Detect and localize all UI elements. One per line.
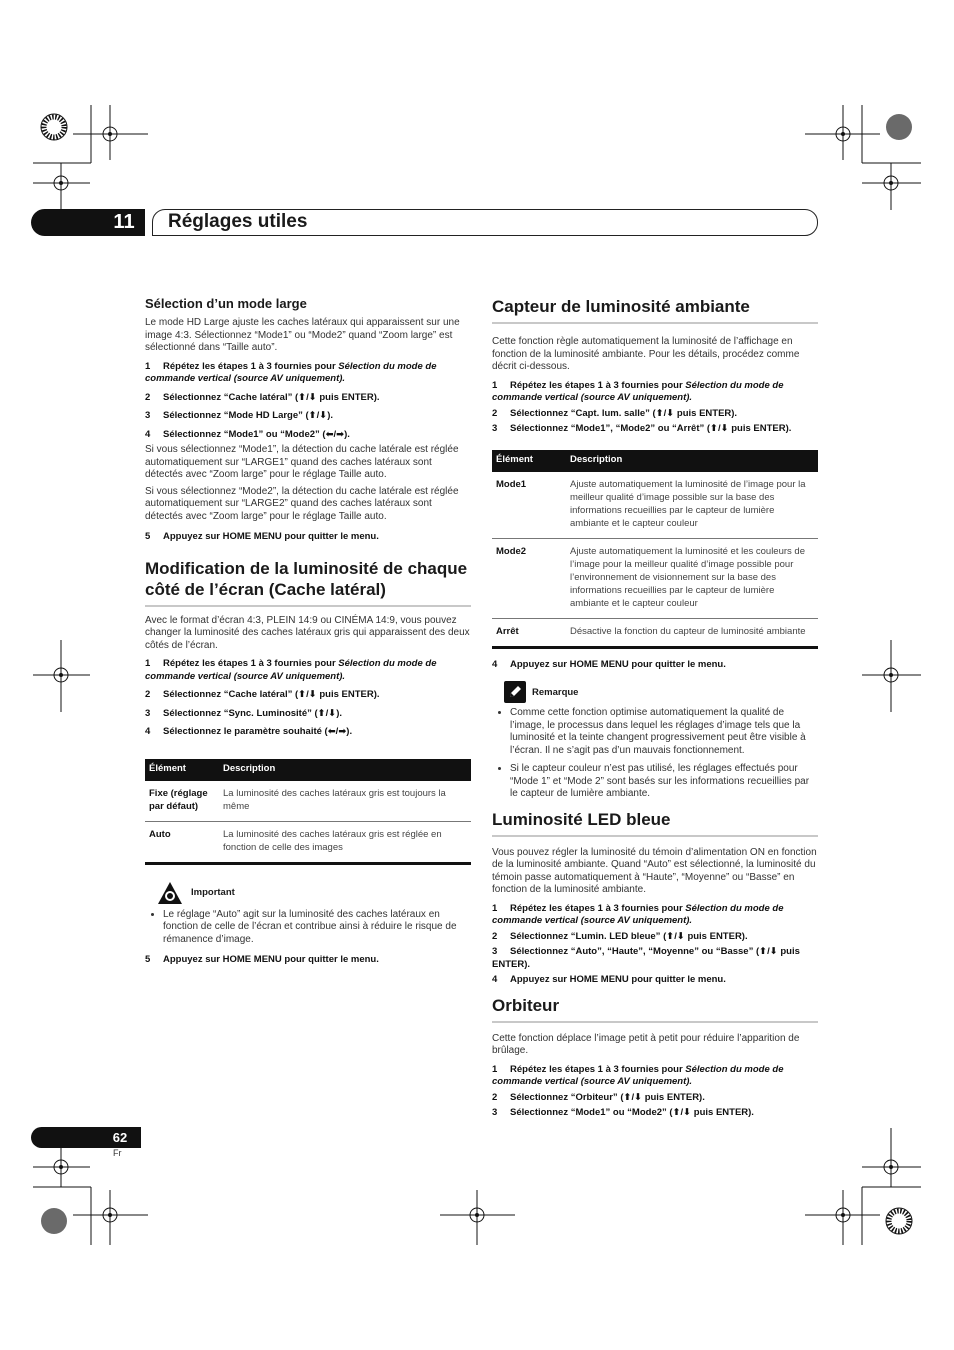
section-cache-lateral [145,558,471,967]
chapter-number: 11 [113,211,135,233]
table-cell-description: Désactive la fonction du capteur de luminosité ambiante [566,618,818,647]
important-heading: Important [157,881,471,905]
table-cell-item: Mode2 [492,538,566,618]
table-cell-description: La luminosité des caches latéraux gris est réglée en fonction de celle des images [219,821,471,863]
step-2: 2 Sélectionnez “Capt. lum. salle” (⬆/⬇ puis ENTER). [492,407,738,419]
step-3: 3 Sélectionnez “Sync. Luminosité” (⬆/⬇). [145,707,343,719]
step-3: 3 Sélectionnez “Auto”, “Haute”, “Moyenne” ou “Basse” (⬆/⬇ puis ENTER). [492,946,800,970]
step-4: 4 Appuyez sur HOME MENU pour quitter le menu. [492,658,726,670]
step-4: 4 Sélectionnez le paramètre souhaité (⬅/➡). [145,726,353,737]
section-intro: Cette fonction déplace l’image petit à petit pour réduire l’apparition de brûlage. [492,1032,800,1056]
step-5: 5 Appuyez sur HOME MENU pour quitter le menu. [145,531,379,542]
section-led-brightness [492,809,818,987]
list-item: • Comme cette fonction optimise automatiquement la qualité de l’image, le processus dans lequel les réglages d’image tels que la luminosité et la teinte changent progressivement peut être visible à l’écran. Il ne s’agit pas d’un mauvais fonctionnement. [510,707,818,757]
table-cell-item: Mode1 [492,472,566,539]
page-number: 62 [112,1130,128,1145]
step-2: 2 Sélectionnez “Lumin. LED bleue” (⬆/⬇ puis ENTER). [492,930,748,942]
step-1: 1 Répétez les étapes 1 à 3 fournies pour Sélection du mode de commande vertical (source AV uniquement). [492,379,784,403]
warning-icon [157,881,183,905]
remark-heading: Remarque [504,681,818,703]
table-header-item: Élément [145,759,219,781]
section-intro: Vous pouvez régler la luminosité du témoin d’alimentation ON en fonction de la luminosité ambiante. Quand “Auto” est sélectionné, la luminosité du témoin passe automatiquement à “Haute”, “Moyenne” ou “Basse” en fonction de la luminosité ambiante. [492,846,817,895]
section-mode-large [145,296,471,544]
section-title: Luminosité LED bleue [492,809,818,837]
step-4-note-2: Si vous sélectionnez “Mode2”, la détection du cache latérale est réglée automatiquement sur “LARGE2” quand des caches latéraux sont détectés avec “Zoom large” pour le réglage Taille auto. [145,485,459,522]
table-cell-description: Ajuste automatiquement la luminosité de l’image pour la meilleur qualité d’image possible sur la base des informations recueillies par le capteur de lumière ambiante et le capteur couleur [566,472,818,539]
step-3: 3 Sélectionnez “Mode HD Large” (⬆/⬇). [145,410,334,421]
step-3: 3 Sélectionnez “Mode1” ou “Mode2” (⬆/⬇ puis ENTER). [492,1107,754,1118]
step-2: 2 Sélectionnez “Orbiteur” (⬆/⬇ puis ENTER). [492,1091,705,1103]
section-orbiter [492,995,818,1120]
step-1: 1 Répétez les étapes 1 à 3 fournies pour Sélection du mode de commande vertical (source AV uniquement). [492,902,784,926]
section-title: Modification de la luminosité de chaque côté de l’écran (Cache latéral) [145,558,471,607]
table-cell-description: Ajuste automatiquement la luminosité et les couleurs de l’image pour la meilleur qualité d’image possible pour l’environnement de visionnement sur la base des informations recueillies par le capteur de lumière ambiante et le capteur couleur [566,538,818,618]
chapter-title: Réglages utiles [168,211,308,232]
list-item: • Le réglage “Auto” agit sur la luminosité des caches latéraux en fonction de celle de l’écran et contribue ainsi à réduire le risque de rémanence d’image. [163,909,471,947]
table-row [492,472,818,539]
step-5: 5 Appuyez sur HOME MENU pour quitter le menu. [145,954,379,965]
section-ambient-sensor [492,296,818,801]
table-header-description: Description [566,450,818,472]
step-1: 1 Répétez les étapes 1 à 3 fournies pour Sélection du mode de commande vertical (source AV uniquement). [145,658,437,682]
table-cell-item: Arrêt [492,618,566,647]
left-column [145,296,471,973]
step-2: 2 Sélectionnez “Cache latéral” (⬆/⬇ puis ENTER). [145,689,380,700]
section-intro: Cette fonction règle automatiquement la luminosité de l’affichage en fonction de la luminosité ambiante. Pour les détails, procédez comme décrit ci-dessous. [492,336,800,372]
step-3: 3 Sélectionnez “Mode1”, “Mode2” ou “Arrêt” (⬆/⬇ puis ENTER). [492,423,792,434]
step-2: 2 Sélectionnez “Cache latéral” (⬆/⬇ puis ENTER). [145,391,380,403]
right-column [492,296,818,1126]
list-item: • Si le capteur couleur n’est pas utilisé, les réglages effectués pour “Mode 1” et “Mode 2” sont basés sur les informations recueillies par le capteur de lumière ambiante. [510,763,818,801]
table-header-item: Élément [492,450,566,472]
step-4: 4 Sélectionnez “Mode1” ou “Mode2” (⬅/➡). [145,428,350,440]
table-cell-item: Auto [145,821,219,863]
settings-table [145,759,471,865]
section-intro: Avec le format d’écran 4:3, PLEIN 14:9 ou CINÉMA 14:9, vous pouvez changer la luminosité des caches latéraux gris qui apparaissent des deux côtés de l’écran. [145,614,470,651]
table-row [492,538,818,618]
table-header-description: Description [219,759,471,781]
table-cell-description: La luminosité des caches latéraux gris est toujours la même [219,781,471,822]
step-4: 4 Appuyez sur HOME MENU pour quitter le menu. [492,974,726,985]
remark-list [492,707,818,801]
table-row [145,821,471,863]
page-language: Fr [113,1148,122,1158]
table-row [145,781,471,822]
table-cell-item: Fixe (réglage par défaut) [145,781,219,822]
step-4-note-1: Si vous sélectionnez “Mode1”, la détection du cache latérale est réglée automatiquement sur “LARGE1” quand des caches latéraux sont détectés avec “Zoom large” pour le réglage Taille auto. [145,444,459,480]
pencil-icon [504,681,526,703]
section-title: Capteur de luminosité ambiante [492,296,818,324]
section-title: Orbiteur [492,995,818,1023]
step-1: 1 Répétez les étapes 1 à 3 fournies pour Sélection du mode de commande vertical (source AV uniquement). [145,360,437,384]
table-row [492,618,818,647]
settings-table [492,450,818,649]
step-1: 1 Répétez les étapes 1 à 3 fournies pour Sélection du mode de commande vertical (source AV uniquement). [492,1063,784,1087]
section-title: Sélection d’un mode large [145,296,307,311]
important-list [145,909,471,947]
section-intro: Le mode HD Large ajuste les caches latéraux qui apparaissent sur une image 4:3. Sélectionnez “Mode1” ou “Mode2” quand “Zoom large” est sélectionné dans “Taille auto”. [145,317,460,353]
